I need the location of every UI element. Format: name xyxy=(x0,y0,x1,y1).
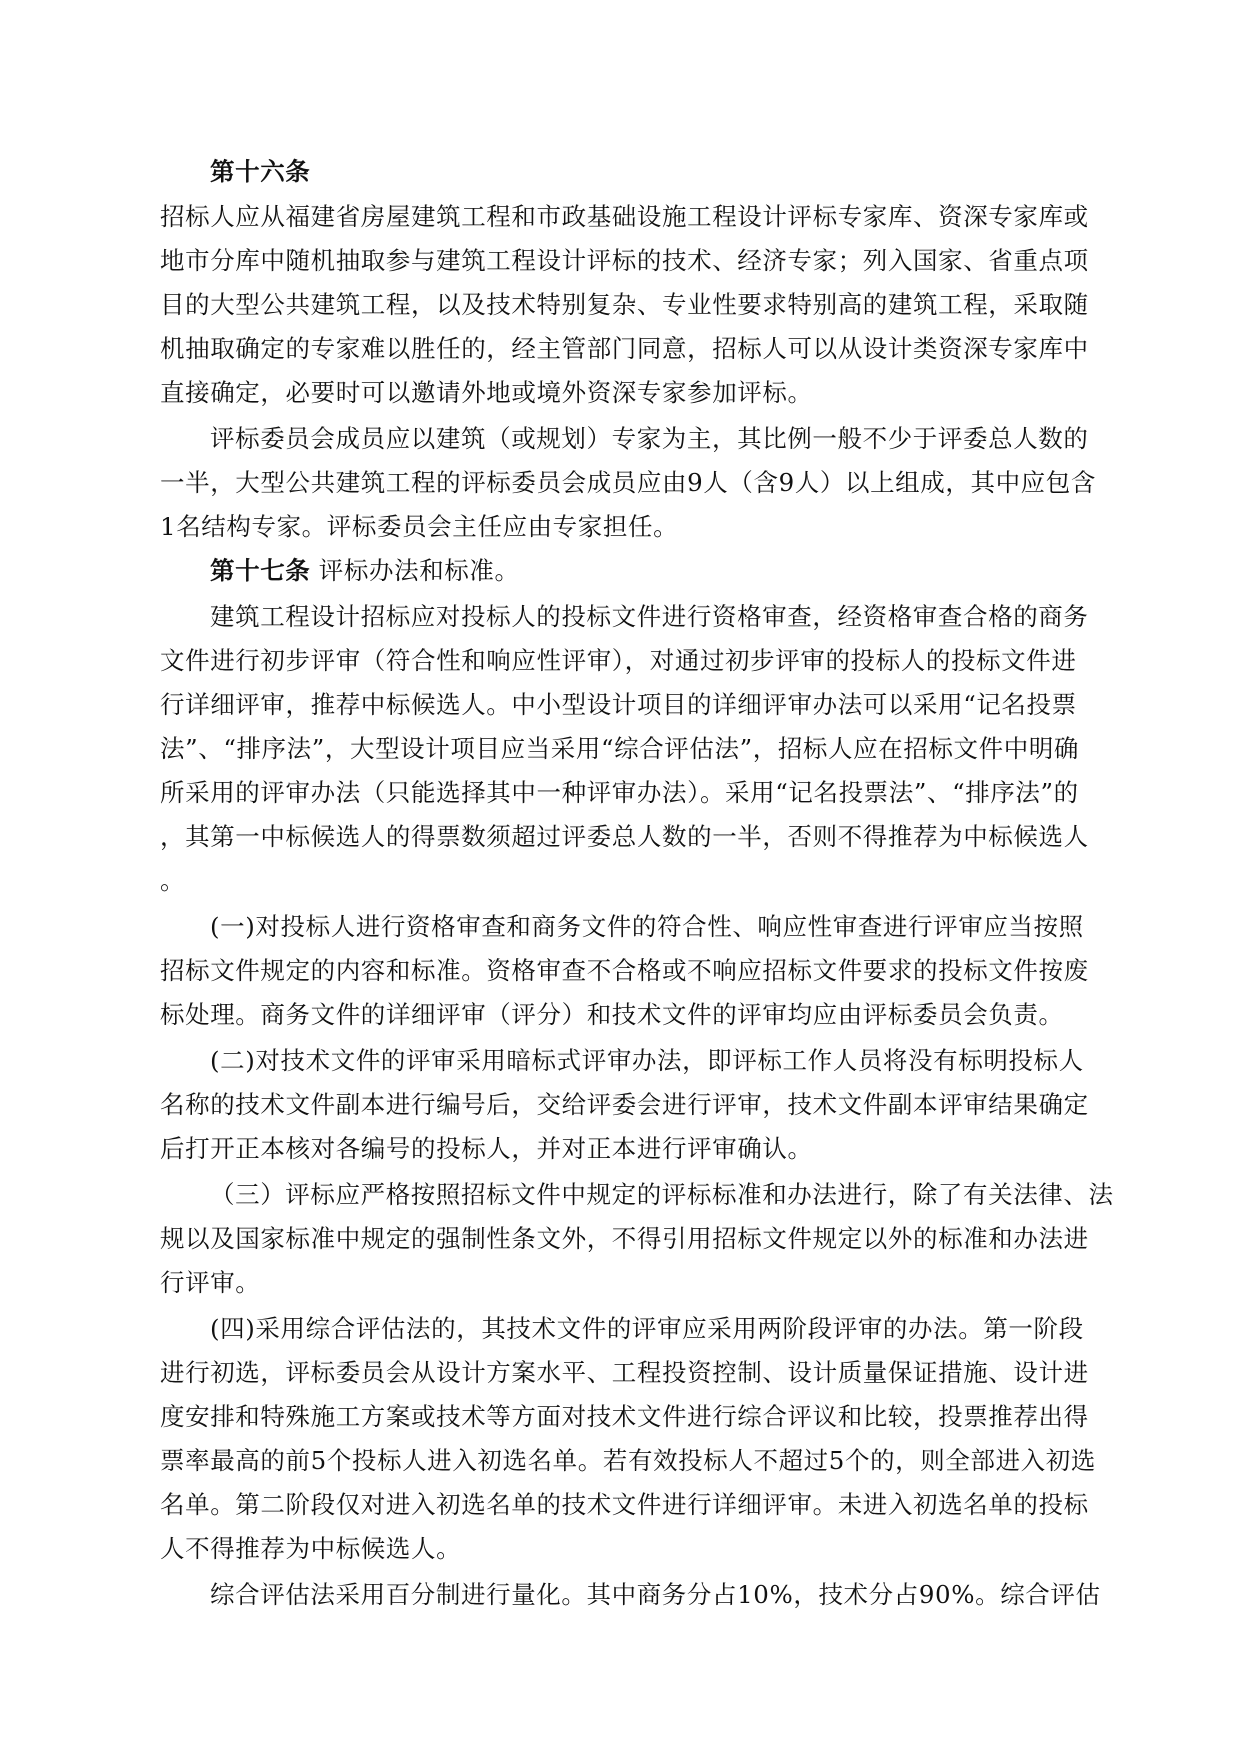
article-17-heading-line xyxy=(210,551,1140,591)
article-16-line-2: 地市分库中随机抽取参与建筑工程设计评标的技术、经济专家；列入国家、省重点项 xyxy=(160,246,1089,275)
item-4-line-2: 进行初选，评标委员会从设计方案水平、工程投资控制、设计质量保证措施、设计进 xyxy=(160,1358,1089,1387)
item-3-line-1: （三）评标应严格按照招标文件中规定的评标标准和办法进行，除了有关法律、法 xyxy=(210,1180,1114,1209)
committee-line-1: 评标委员会成员应以建筑（或规划）专家为主，其比例一般不少于评委总人数的 xyxy=(210,424,1089,453)
item-2-line-2: 名称的技术文件副本进行编号后，交给评委会进行评审，技术文件副本评审结果确定 xyxy=(160,1090,1089,1119)
item-1-line-2: 招标文件规定的内容和标准。资格审查不合格或不响应招标文件要求的投标文件按废 xyxy=(160,956,1089,985)
committee-line-2: 一半，大型公共建筑工程的评标委员会成员应由9人（含9人）以上组成，其中应包含 xyxy=(160,468,1096,497)
item-2-line-3: 后打开正本核对各编号的投标人，并对正本进行评审确认。 xyxy=(160,1134,813,1163)
item-4-line-6: 人不得推荐为中标候选人。 xyxy=(160,1534,462,1563)
item-1-line-1: (一)对投标人进行资格审查和商务文件的符合性、响应性审查进行评审应当按照 xyxy=(210,912,1084,941)
article-17-line-1: 建筑工程设计招标应对投标人的投标文件进行资格审查，经资格审查合格的商务 xyxy=(210,602,1089,631)
article-17-title: 评标办法和标准。 xyxy=(318,556,520,585)
article-16-heading: 第十六条 xyxy=(210,157,311,186)
item-3-line-3: 行评审。 xyxy=(160,1268,261,1297)
article-16-line-5: 直接确定，必要时可以邀请外地或境外资深专家参加评标。 xyxy=(160,378,813,407)
article-17-line-3: 行详细评审，推荐中标候选人。中小型设计项目的详细评审办法可以采用“记名投票 xyxy=(160,690,1077,719)
item-4-line-4: 票率最高的前5个投标人进入初选名单。若有效投标人不超过5个的，则全部进入初选 xyxy=(160,1446,1096,1475)
article-16-line-1: 招标人应从福建省房屋建筑工程和市政基础设施工程设计评标专家库、资深专家库或 xyxy=(160,202,1089,231)
committee-line-3: 1名结构专家。评标委员会主任应由专家担任。 xyxy=(160,512,679,541)
article-17-heading: 第十七条 xyxy=(210,556,311,585)
article-17-line-4: 法”、“排序法”，大型设计项目应当采用“综合评估法”，招标人应在招标文件中明确 xyxy=(160,734,1080,763)
article-17-line-5: 所采用的评审办法（只能选择其中一种评审办法）。采用“记名投票法”、“排序法”的 xyxy=(160,778,1079,807)
article-16-line-4: 机抽取确定的专家难以胜任的，经主管部门同意，招标人可以从设计类资深专家库中 xyxy=(160,334,1089,363)
item-4-line-5: 名单。第二阶段仅对进入初选名单的技术文件进行详细评审。未进入初选名单的投标 xyxy=(160,1490,1089,1519)
article-17-line-2: 文件进行初步评审（符合性和响应性评审），对通过初步评审的投标人的投标文件进 xyxy=(160,646,1077,675)
article-17-line-7: 。 xyxy=(160,866,186,895)
item-1-line-3: 标处理。商务文件的详细评审（评分）和技术文件的评审均应由评标委员会负责。 xyxy=(160,1000,1064,1029)
item-4-line-1: (四)采用综合评估法的，其技术文件的评审应采用两阶段评审的办法。第一阶段 xyxy=(210,1314,1084,1343)
scoring-line-1: 综合评估法采用百分制进行量化。其中商务分占10%，技术分占90%。综合评估 xyxy=(210,1580,1101,1609)
article-16-line-3: 目的大型公共建筑工程，以及技术特别复杂、专业性要求特别高的建筑工程，采取随 xyxy=(160,290,1089,319)
item-4-line-3: 度安排和特殊施工方案或技术等方面对技术文件进行综合评议和比较，投票推荐出得 xyxy=(160,1402,1089,1431)
item-3-line-2: 规以及国家标准中规定的强制性条文外，不得引用招标文件规定以外的标准和办法进 xyxy=(160,1224,1089,1253)
article-17-line-6: ，其第一中标候选人的得票数须超过评委总人数的一半，否则不得推荐为中标候选人 xyxy=(160,822,1089,851)
item-2-line-1: (二)对技术文件的评审采用暗标式评审办法，即评标工作人员将没有标明投标人 xyxy=(210,1046,1084,1075)
